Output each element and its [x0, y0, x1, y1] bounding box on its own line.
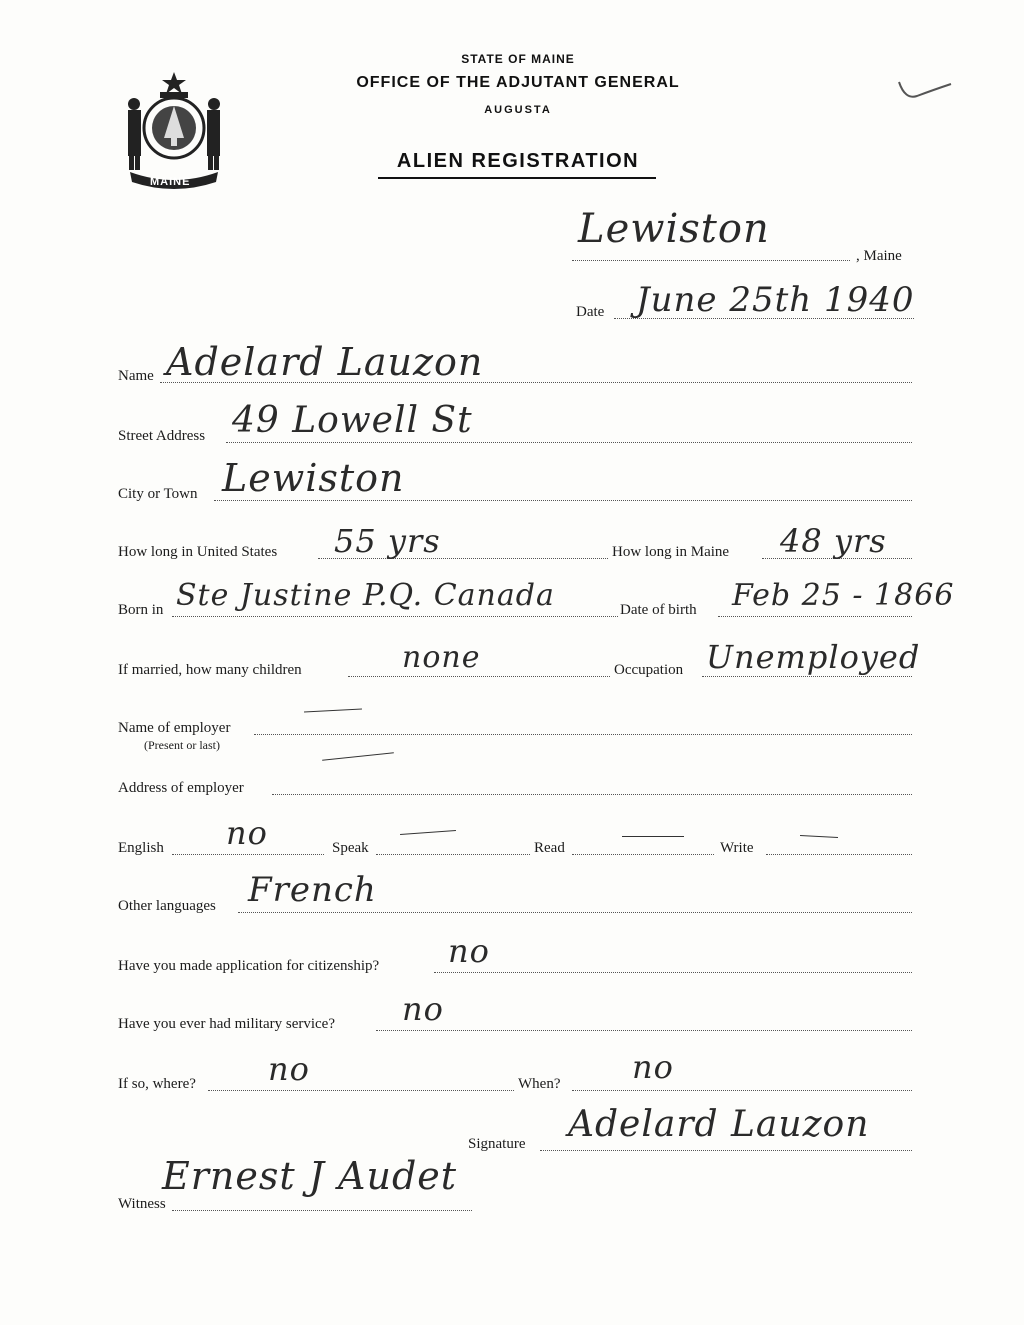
name-label: Name	[118, 368, 154, 384]
title-underline	[378, 177, 656, 179]
form-title: ALIEN REGISTRATION	[396, 150, 640, 172]
other-languages-value: French	[248, 870, 377, 910]
how-long-us-label: How long in United States	[118, 544, 278, 560]
military-line	[376, 1030, 912, 1031]
street-line	[226, 442, 912, 443]
english-value: no	[226, 814, 268, 852]
citizenship-value: no	[448, 932, 490, 970]
employer-address-label: Address of employer	[118, 780, 244, 796]
street-label: Street Address	[118, 428, 206, 444]
write-label: Write	[720, 840, 754, 856]
occupation-line	[702, 676, 912, 677]
office-heading: OFFICE OF THE ADJUTANT GENERAL	[356, 74, 680, 91]
town-line	[572, 260, 850, 261]
employer-note-dash	[322, 752, 394, 761]
date-label: Date	[576, 304, 605, 320]
married-children-line	[348, 676, 610, 677]
witness-value: Ernest J Audet	[162, 1154, 458, 1198]
other-languages-label: Other languages	[118, 898, 216, 914]
occupation-label: Occupation	[614, 662, 684, 678]
when-label: When?	[518, 1076, 561, 1092]
citizenship-label: Have you made application for citizenship?	[118, 958, 380, 974]
born-in-label: Born in	[118, 602, 164, 618]
seal-motto: MAINE	[150, 176, 191, 188]
speak-label: Speak	[332, 840, 369, 856]
write-line	[766, 854, 912, 855]
married-children-label: If married, how many children	[118, 662, 302, 678]
city-town-line	[214, 500, 912, 501]
how-long-us-value: 55 yrs	[334, 522, 441, 560]
employer-name-label: Name of employer	[118, 720, 231, 736]
how-long-maine-value: 48 yrs	[780, 522, 887, 560]
read-line	[572, 854, 714, 855]
when-line	[572, 1090, 912, 1091]
employer-name-line	[254, 734, 912, 735]
employer-address-line	[272, 794, 912, 795]
city-town-label: City or Town	[118, 486, 198, 502]
when-value: no	[632, 1048, 674, 1086]
military-label: Have you ever had military service?	[118, 1016, 335, 1032]
city-heading: AUGUSTA	[484, 104, 552, 116]
if-so-where-label: If so, where?	[118, 1076, 196, 1092]
signature-value: Adelard Lauzon	[568, 1104, 870, 1145]
check-mark-icon	[895, 78, 955, 108]
signature-label: Signature	[468, 1136, 526, 1152]
city-town-value: Lewiston	[222, 456, 405, 500]
date-of-birth-value: Feb 25 - 1866	[732, 578, 955, 613]
if-so-where-line	[208, 1090, 514, 1091]
citizenship-line	[434, 972, 912, 973]
date-of-birth-line	[718, 616, 912, 617]
date-value: June 25th 1940	[636, 280, 915, 320]
military-value: no	[402, 990, 444, 1028]
town-value: Lewiston	[578, 206, 770, 252]
employer-note: (Present or last)	[144, 738, 220, 752]
street-value: 49 Lowell St	[232, 400, 473, 441]
married-children-value: none	[402, 640, 481, 675]
if-so-where-value: no	[268, 1050, 310, 1088]
write-dash	[800, 835, 838, 838]
read-dash	[622, 836, 684, 837]
witness-label: Witness	[118, 1196, 166, 1212]
english-line	[172, 854, 324, 855]
state-heading: STATE OF MAINE	[461, 52, 575, 66]
maine-label: , Maine	[856, 248, 902, 264]
occupation-value: Unemployed	[706, 638, 921, 676]
signature-line	[540, 1150, 912, 1151]
born-in-value: Ste Justine P.Q. Canada	[176, 578, 555, 613]
english-label: English	[118, 840, 164, 856]
date-of-birth-label: Date of birth	[620, 602, 697, 618]
employer-name-dash	[304, 708, 362, 712]
witness-line	[172, 1210, 472, 1211]
read-label: Read	[534, 840, 565, 856]
speak-dash	[400, 830, 456, 835]
speak-line	[376, 854, 530, 855]
born-in-line	[172, 616, 618, 617]
how-long-maine-label: How long in Maine	[612, 544, 730, 560]
name-value: Adelard Lauzon	[166, 340, 484, 384]
other-languages-line	[238, 912, 912, 913]
